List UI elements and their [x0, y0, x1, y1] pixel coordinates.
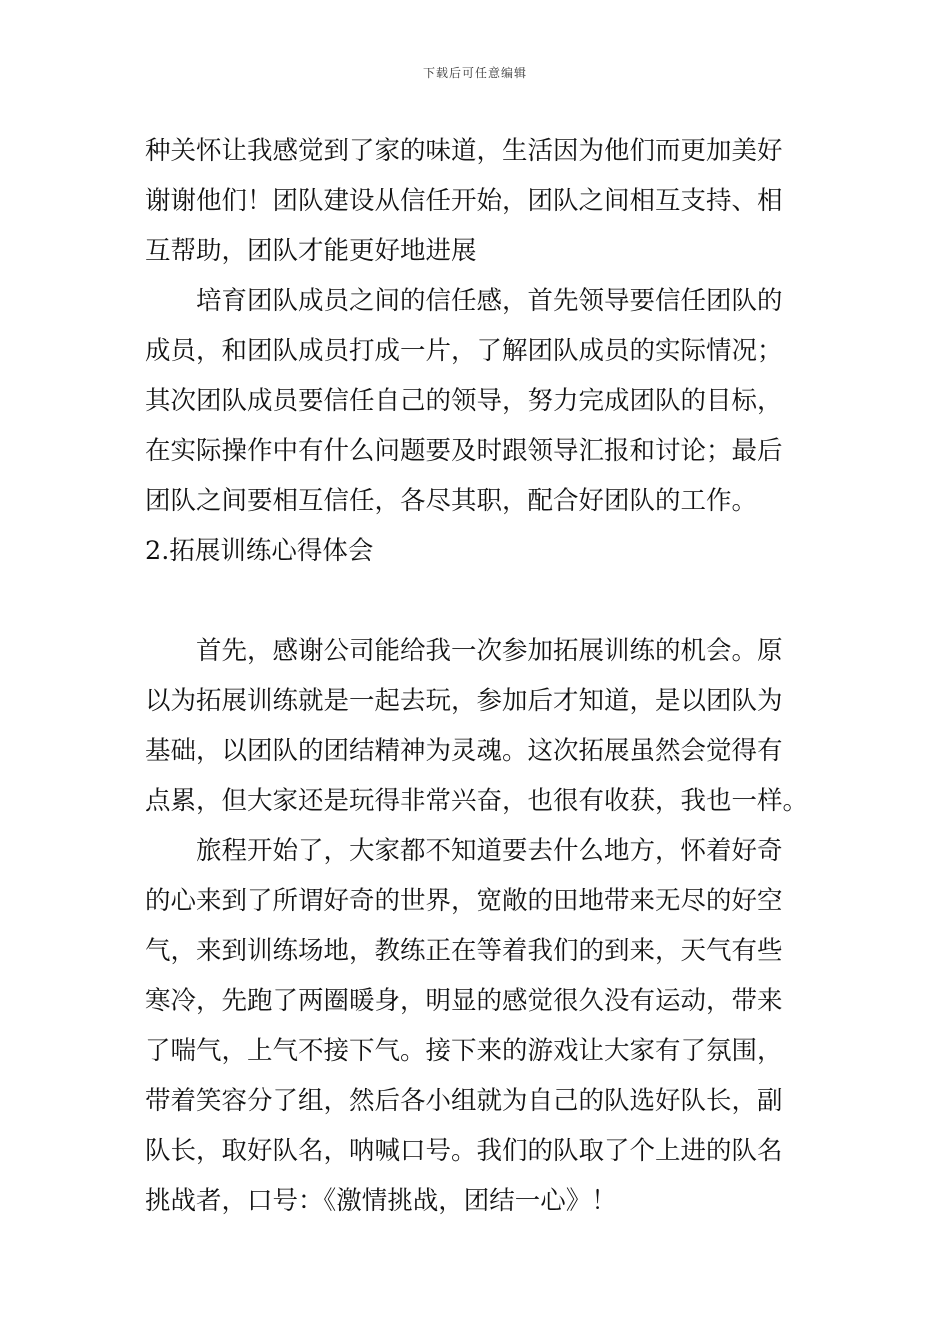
text-line: 队长，取好队名，呐喊口号。我们的队取了个上进的队名	[145, 1136, 783, 1166]
page-header: 下载后可任意编辑	[422, 66, 527, 80]
text-line: 其次团队成员要信任自己的领导，努力完成团队的目标，	[145, 386, 783, 416]
text-line: 以为拓展训练就是一起去玩，参加后才知道，是以团队为	[145, 686, 783, 716]
text-line: 寒冷，先跑了两圈暖身，明显的感觉很久没有运动，带来	[145, 986, 783, 1016]
text-line: 气，来到训练场地，教练正在等着我们的到来，天气有些	[145, 936, 783, 966]
text-line: 挑战者，口号：《激情挑战，团结一心》！	[145, 1186, 617, 1216]
text-line: 种关怀让我感觉到了家的味道，生活因为他们而更加美好	[145, 136, 783, 166]
text-line: 首先，感谢公司能给我一次参加拓展训练的机会。原	[145, 636, 783, 666]
text-line: 的心来到了所谓好奇的世界，宽敞的田地带来无尽的好空	[145, 886, 783, 916]
text-line: 互帮助，团队才能更好地进展	[145, 236, 477, 266]
text-line: 旅程开始了，大家都不知道要去什么地方，怀着好奇	[145, 836, 783, 866]
text-line: 在实际操作中有什么问题要及时跟领导汇报和讨论；最后	[145, 436, 783, 466]
text-line: 了喘气，上气不接下气。接下来的游戏让大家有了氛围，	[145, 1036, 783, 1066]
text-line: 带着笑容分了组，然后各小组就为自己的队选好队长，副	[145, 1086, 783, 1116]
text-line: 点累，但大家还是玩得非常兴奋，也很有收获，我也一样。	[145, 786, 809, 816]
text-line: 团队之间要相互信任，各尽其职，配合好团队的工作。	[145, 486, 758, 516]
text-line: 基础，以团队的团结精神为灵魂。这次拓展虽然会觉得有	[145, 736, 783, 766]
text-line: 培育团队成员之间的信任感，首先领导要信任团队的	[145, 286, 783, 316]
section-heading: 2.拓展训练心得体会	[145, 536, 374, 566]
text-line: 成员，和团队成员打成一片，了解团队成员的实际情况；	[145, 336, 783, 366]
text-line: 谢谢他们！团队建设从信任开始，团队之间相互支持、相	[145, 186, 783, 216]
